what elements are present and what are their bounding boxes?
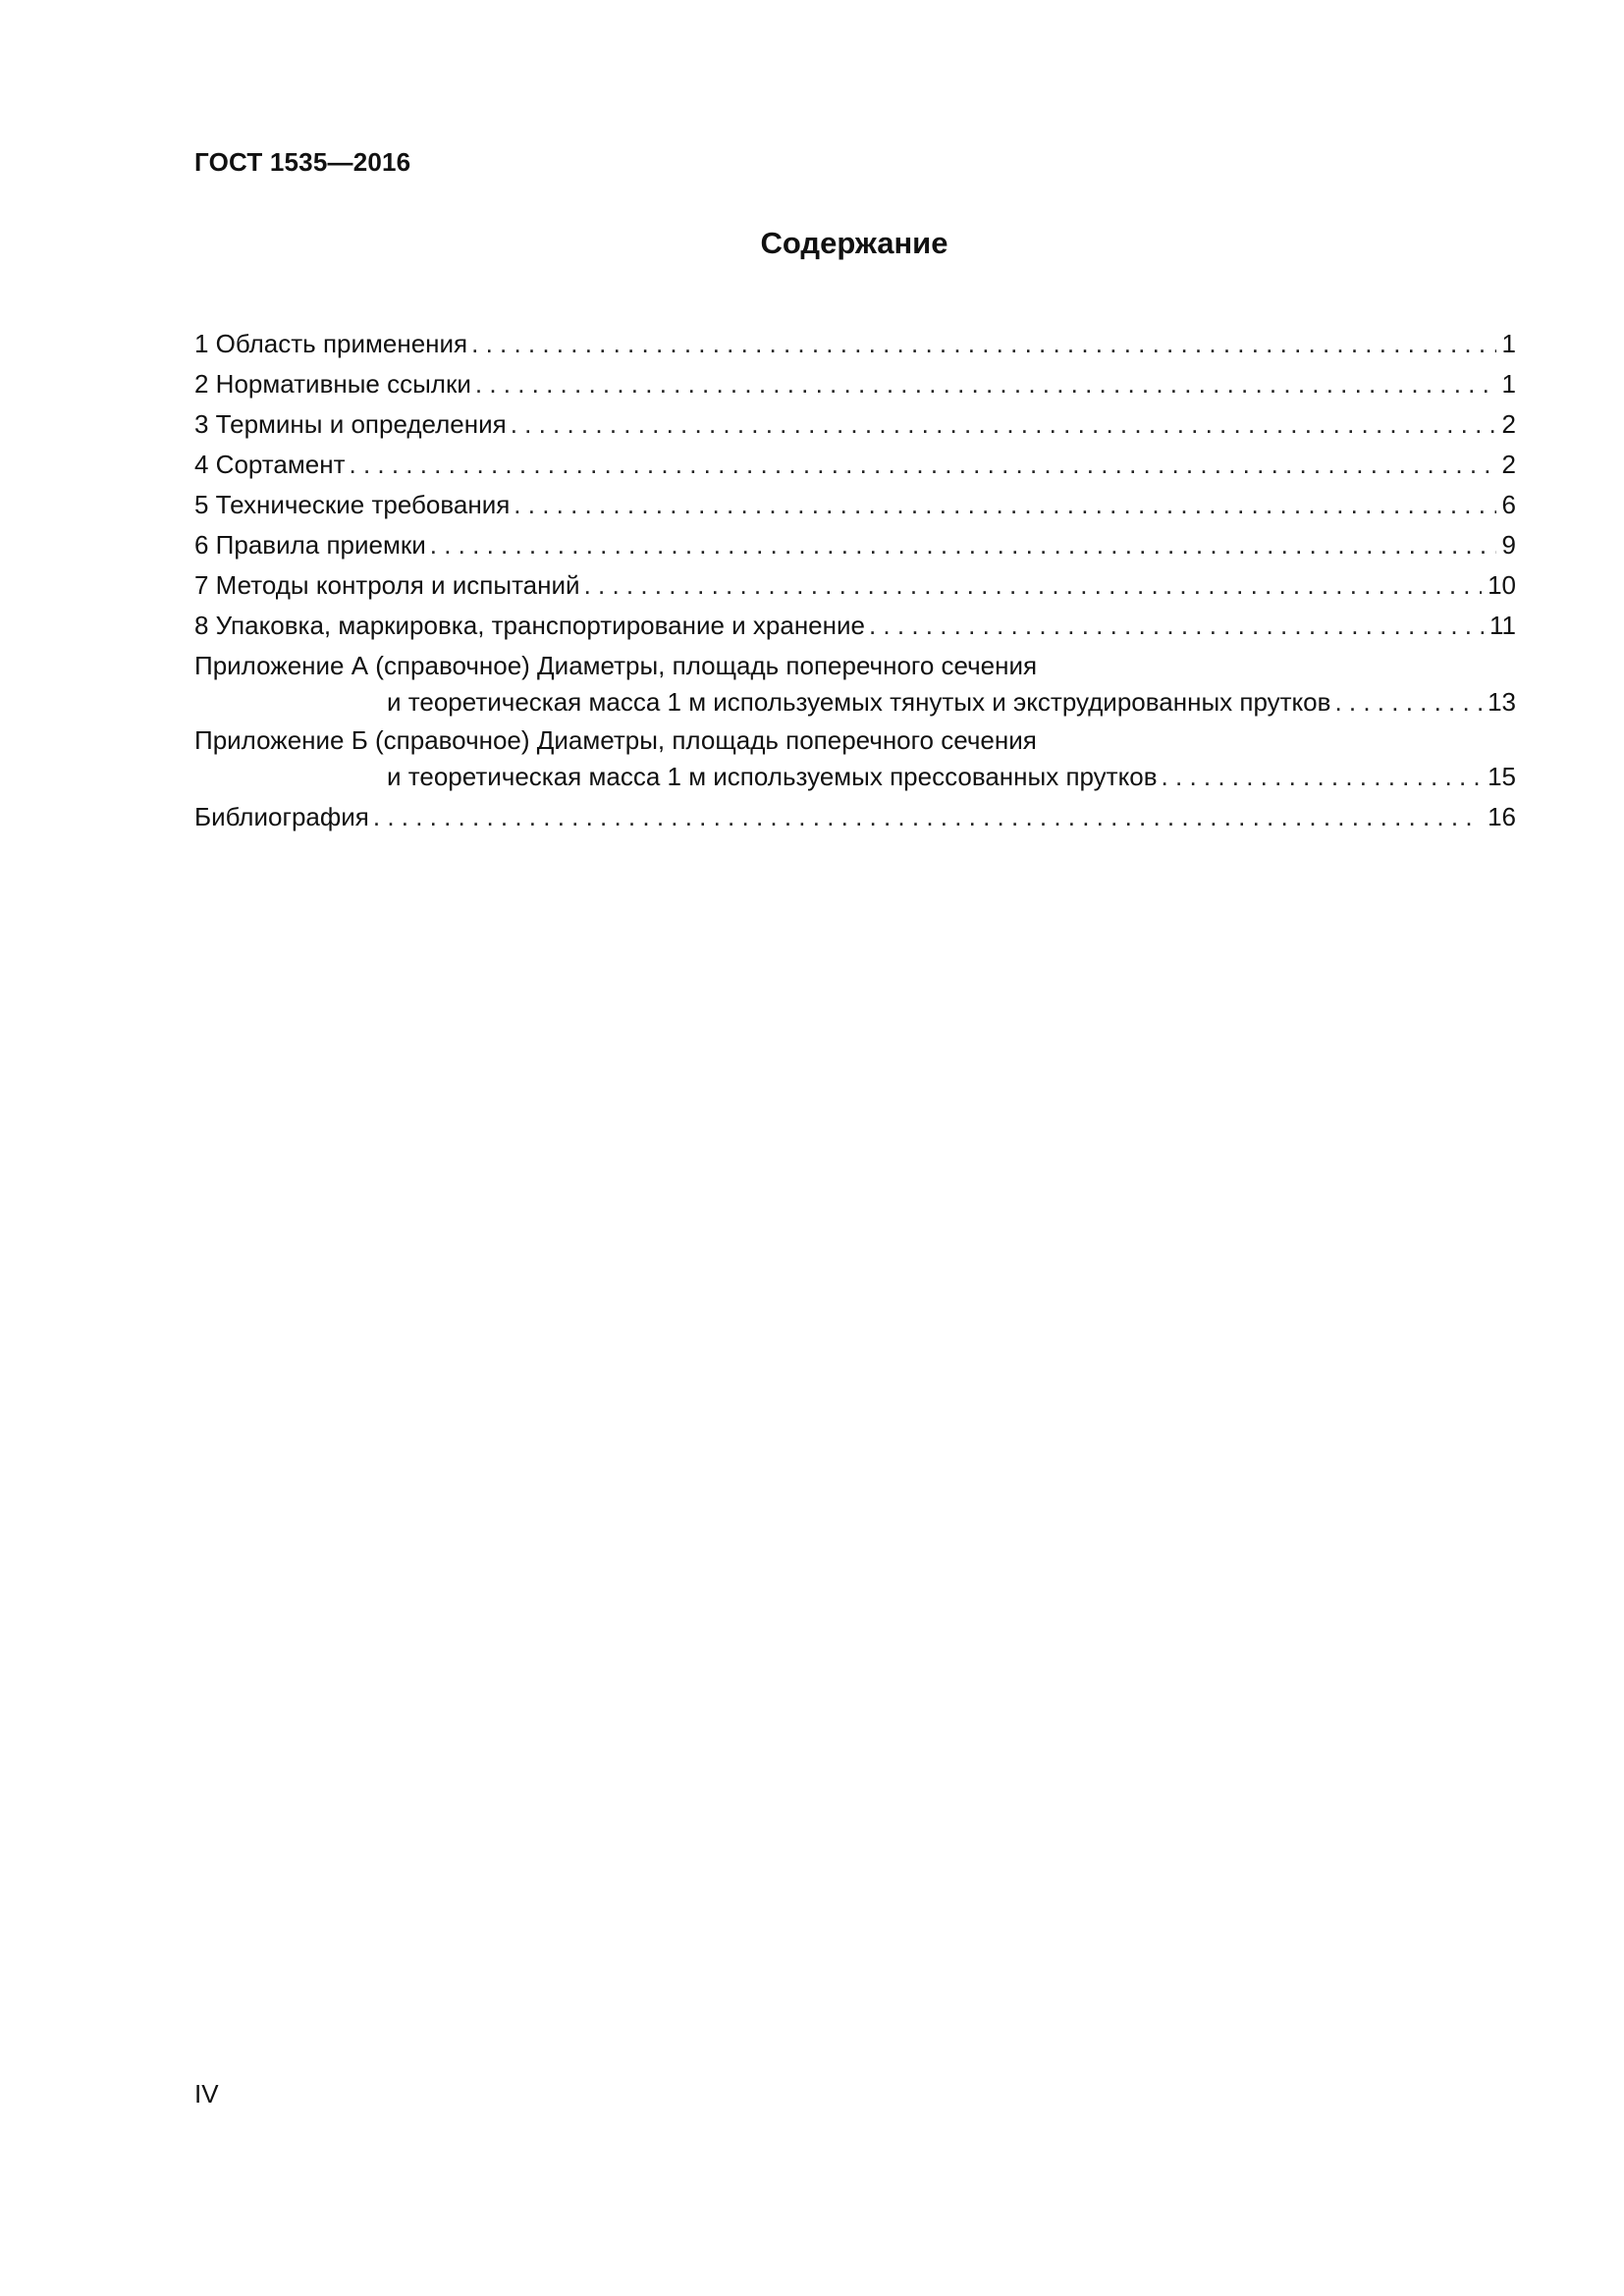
toc-entry-page: 2 <box>1501 450 1516 479</box>
toc-entry-page: 10 <box>1488 570 1516 600</box>
toc-entry-terms[interactable] <box>194 404 1516 445</box>
toc-entry-scope[interactable] <box>194 324 1516 364</box>
toc-entry-label: Библиография <box>194 802 369 831</box>
toc-entry-label: 6 Правила приемки <box>194 530 426 560</box>
toc-entry-test-methods[interactable] <box>194 565 1516 606</box>
page-number: IV <box>194 2079 219 2109</box>
dot-leader <box>373 797 1482 837</box>
toc-entry-bibliography[interactable] <box>194 797 1516 837</box>
toc-entry-appendix-a[interactable] <box>194 648 1516 721</box>
toc-entry-label: 1 Область применения <box>194 329 468 358</box>
toc-entry-page: 9 <box>1501 530 1516 560</box>
toc-entry-page: 15 <box>1488 762 1516 791</box>
toc-entry-page: 1 <box>1501 329 1516 358</box>
toc-entry-continuation <box>194 684 1516 721</box>
dot-leader <box>584 565 1483 606</box>
toc-entry-label-line2: и теоретическая масса 1 м используемых прессованных прутков <box>387 762 1158 791</box>
toc-entry-page: 11 <box>1489 611 1516 640</box>
dot-leader <box>475 364 1496 404</box>
toc-title: Содержание <box>760 226 948 260</box>
toc-entry-label: 2 Нормативные ссылки <box>194 369 471 399</box>
toc-entry-label: 3 Термины и определения <box>194 409 507 439</box>
toc-entry-label: 7 Методы контроля и испытаний <box>194 570 580 600</box>
toc-entry-normative-references[interactable] <box>194 364 1516 404</box>
toc-entry-assortment[interactable] <box>194 445 1516 485</box>
standard-header: ГОСТ 1535—2016 <box>194 147 411 177</box>
toc-entry-page: 6 <box>1501 490 1516 519</box>
toc-entry-label-line2: и теоретическая масса 1 м используемых тянутых и экструдированных прутков <box>387 687 1331 717</box>
toc-entry-label-line1: Приложение Б (справочное) Диаметры, площадь поперечного сечения <box>194 725 1037 755</box>
toc-entry-acceptance-rules[interactable] <box>194 525 1516 565</box>
toc-entry-page: 2 <box>1501 409 1516 439</box>
toc-entry-technical-requirements[interactable] <box>194 485 1516 525</box>
toc-entry-page: 1 <box>1501 369 1516 399</box>
dot-leader <box>430 525 1496 565</box>
toc-entry-packaging[interactable] <box>194 606 1516 646</box>
toc-entry-page: 16 <box>1488 802 1516 831</box>
toc-entry-appendix-b[interactable] <box>194 722 1516 795</box>
dot-leader <box>1334 684 1482 721</box>
dot-leader <box>869 606 1484 646</box>
table-of-contents <box>194 324 1516 837</box>
toc-entry-label: 4 Сортамент <box>194 450 346 479</box>
toc-entry-label-line1: Приложение А (справочное) Диаметры, площадь поперечного сечения <box>194 651 1038 680</box>
dot-leader <box>471 324 1495 364</box>
dot-leader <box>511 404 1496 445</box>
toc-entry-page: 13 <box>1488 687 1516 717</box>
toc-entry-continuation <box>194 759 1516 795</box>
toc-entry-label: 8 Упаковка, маркировка, транспортирование и хранение <box>194 611 865 640</box>
dot-leader <box>350 445 1496 485</box>
dot-leader <box>514 485 1495 525</box>
toc-entry-label: 5 Технические требования <box>194 490 511 519</box>
dot-leader <box>1162 759 1483 795</box>
